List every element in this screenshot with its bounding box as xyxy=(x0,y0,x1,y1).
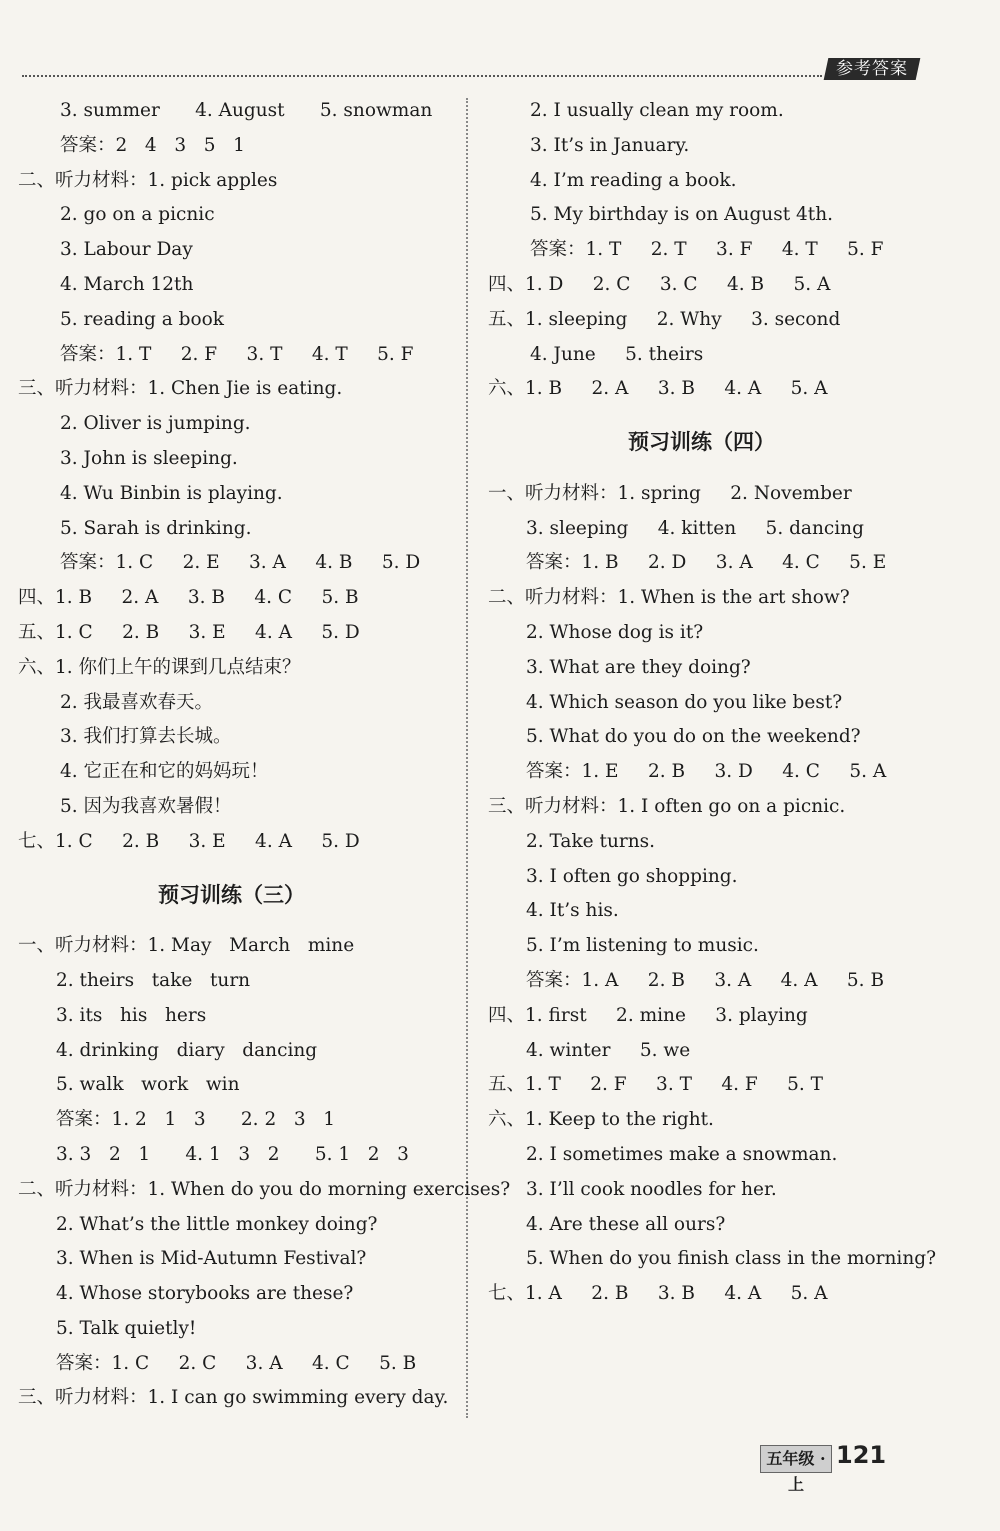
left-column xyxy=(18,94,511,1416)
answer-line: 4. winter 5. we xyxy=(526,1039,691,1061)
answer-line: 答案：1. C 2. C 3. A 4. C 5. B xyxy=(56,1352,417,1374)
answer-line: 5. 因为我喜欢暑假！ xyxy=(60,795,232,817)
answer-line: 4. It’s his. xyxy=(526,900,619,922)
answer-line: 2. 我最喜欢春天。 xyxy=(60,691,214,713)
answer-line: 答案：1. B 2. D 3. A 4. C 5. E xyxy=(526,552,887,574)
answer-line: 4. I’m reading a book. xyxy=(530,169,737,191)
answer-line: 3. its his hers xyxy=(56,1004,207,1026)
answer-line: 5. Talk quietly! xyxy=(56,1317,197,1339)
answer-line: 三、听力材料：1. Chen Jie is eating. xyxy=(18,378,343,400)
answer-line: 答案：1. T 2. F 3. T 4. T 5. F xyxy=(60,343,414,365)
answer-line: 5. reading a book xyxy=(60,308,224,330)
answer-line: 三、听力材料：1. I often go on a picnic. xyxy=(488,795,846,817)
answer-line: 二、听力材料：1. When is the art show? xyxy=(488,587,850,609)
answer-line: 5. Sarah is drinking. xyxy=(60,517,252,539)
answer-line: 3. 3 2 1 4. 1 3 2 5. 1 2 3 xyxy=(56,1143,409,1165)
answer-line: 2. I sometimes make a snowman. xyxy=(526,1143,838,1165)
page-number: 121 xyxy=(836,1441,887,1469)
answer-line: 答案：2 4 3 5 1 xyxy=(60,134,245,156)
answer-line: 2. theirs take turn xyxy=(56,969,251,991)
answer-line: 5. My birthday is on August 4th. xyxy=(530,204,834,226)
answer-line: 5. What do you do on the weekend? xyxy=(526,726,861,748)
answer-line: 六、1. Keep to the right. xyxy=(488,1109,714,1131)
answer-line: 5. walk work win xyxy=(56,1074,240,1096)
answer-line: 答案：1. A 2. B 3. A 4. A 5. B xyxy=(526,969,885,991)
answer-line: 六、1. 你们上午的课到几点结束？ xyxy=(18,656,301,678)
answer-line: 答案：1. 2 1 3 2. 2 3 1 xyxy=(56,1109,336,1131)
answer-line: 四、1. B 2. A 3. B 4. C 5. B xyxy=(18,587,359,609)
answer-line: 七、1. C 2. B 3. E 4. A 5. D xyxy=(18,830,360,852)
answer-line: 二、听力材料：1. When do you do morning exercises? xyxy=(18,1178,511,1200)
answer-line: 五、1. T 2. F 3. T 4. F 5. T xyxy=(488,1074,823,1096)
answer-line: 4. Are these all ours? xyxy=(526,1213,726,1235)
answer-line: 3. 我们打算去长城。 xyxy=(60,726,232,748)
answer-line: 3. I’ll cook noodles for her. xyxy=(526,1178,777,1200)
header-tag xyxy=(824,58,921,80)
answer-line: 4. Which season do you like best? xyxy=(526,691,843,713)
answer-line: 五、1. C 2. B 3. E 4. A 5. D xyxy=(18,621,360,643)
answer-line: 七、1. A 2. B 3. B 4. A 5. A xyxy=(488,1283,828,1305)
column-divider xyxy=(466,98,468,1418)
answer-line: 答案：1. T 2. T 3. F 4. T 5. F xyxy=(530,239,884,261)
answer-line: 一、听力材料：1. May March mine xyxy=(18,935,355,957)
answer-line: 4. drinking diary dancing xyxy=(56,1039,318,1061)
answer-line: 3. What are they doing? xyxy=(526,656,751,678)
answer-line: 2. Whose dog is it? xyxy=(526,621,704,643)
answer-line: 3. sleeping 4. kitten 5. dancing xyxy=(526,517,864,539)
answer-line: 答案：1. C 2. E 3. A 4. B 5. D xyxy=(60,552,421,574)
answer-line: 二、听力材料：1. pick apples xyxy=(18,169,278,191)
section-title: 预习训练（四） xyxy=(628,429,775,455)
answer-line: 3. When is Mid-Autumn Festival? xyxy=(56,1248,367,1270)
answer-line: 2. What’s the little monkey doing? xyxy=(56,1213,378,1235)
answer-line: 四、1. D 2. C 3. C 4. B 5. A xyxy=(488,273,831,295)
answer-line: 4. June 5. theirs xyxy=(530,343,704,365)
answer-line: 六、1. B 2. A 3. B 4. A 5. A xyxy=(488,378,828,400)
answer-line: 4. Wu Binbin is playing. xyxy=(60,482,283,504)
grade-label: 五年级 · 上 xyxy=(760,1445,832,1473)
header-tag-label: 参考答案 xyxy=(836,59,908,79)
answer-line: 4. Whose storybooks are these? xyxy=(56,1283,354,1305)
answer-line: 3. Labour Day xyxy=(60,239,193,261)
answer-line: 2. I usually clean my room. xyxy=(530,100,784,121)
answer-line: 2. Oliver is jumping. xyxy=(60,413,251,435)
answer-line: 答案：1. E 2. B 3. D 4. C 5. A xyxy=(526,761,887,783)
answer-line: 2. go on a picnic xyxy=(60,204,215,226)
header-rule xyxy=(22,75,822,77)
answer-line: 2. Take turns. xyxy=(526,830,655,852)
answer-line: 五、1. sleeping 2. Why 3. second xyxy=(488,308,841,330)
answer-line: 一、听力材料：1. spring 2. November xyxy=(488,482,852,504)
answer-line: 3. summer 4. August 5. snowman xyxy=(60,100,433,121)
answer-line: 3. It’s in January. xyxy=(530,134,690,156)
answer-line: 三、听力材料：1. I can go swimming every day. xyxy=(18,1387,449,1409)
answer-line: 5. I’m listening to music. xyxy=(526,935,759,957)
section-title: 预习训练（三） xyxy=(158,881,305,907)
answer-line: 3. John is sleeping. xyxy=(60,447,238,469)
answer-line: 5. When do you finish class in the morning? xyxy=(526,1248,937,1270)
answer-line: 四、1. first 2. mine 3. playing xyxy=(488,1004,808,1026)
answer-line: 3. I often go shopping. xyxy=(526,865,738,887)
right-column xyxy=(488,94,937,1312)
answer-line: 4. March 12th xyxy=(60,273,194,295)
answer-line: 4. 它正在和它的妈妈玩！ xyxy=(60,761,269,783)
